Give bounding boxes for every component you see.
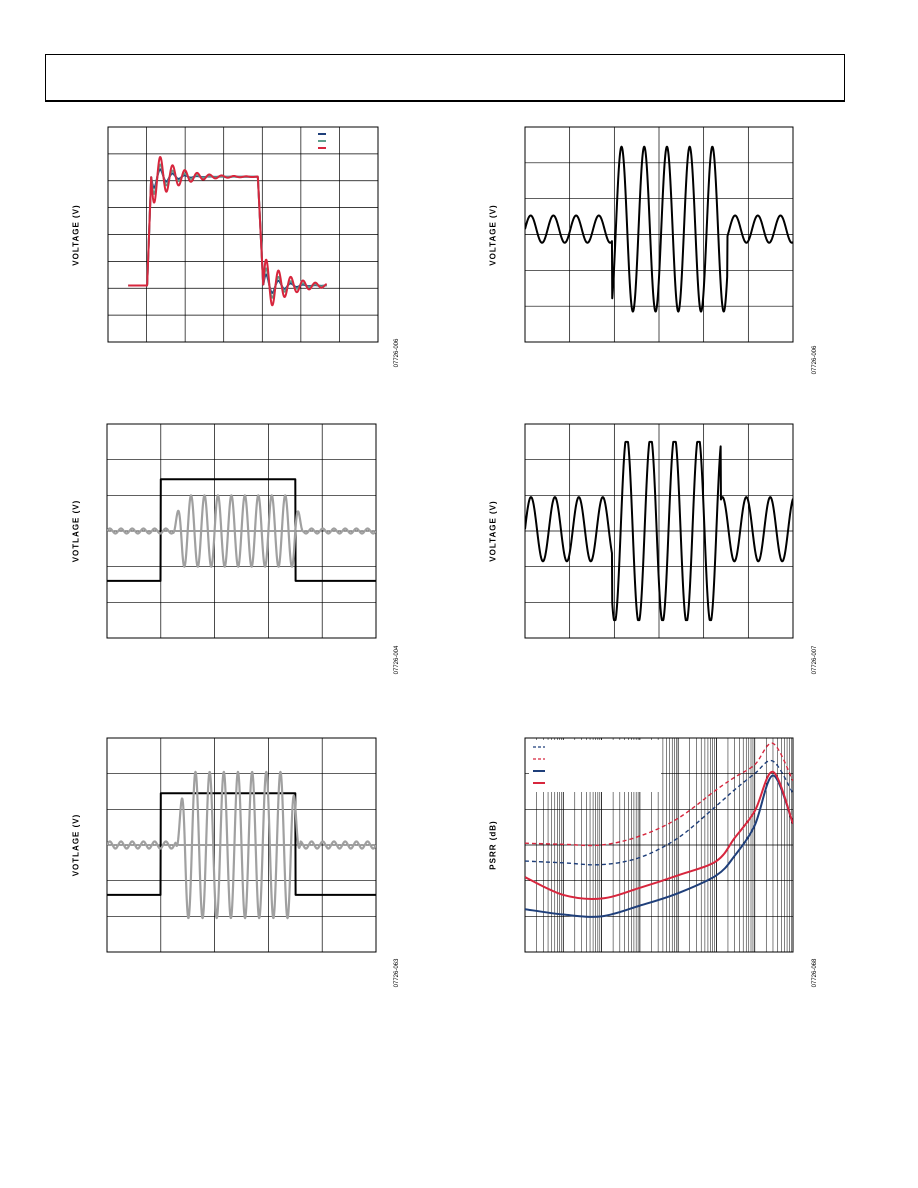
chart-pulse-response-ylabel: VOLTAGE (V): [71, 204, 81, 266]
page-header-box: [45, 54, 845, 102]
chart-overdrive-recovery-2-ylabel: VOLTAGE (V): [488, 500, 498, 562]
chart-enable-small-signal-figure-id: 07726-004: [394, 645, 400, 675]
chart-enable-large-signal-ylabel: VOTLAGE (V): [71, 813, 81, 877]
legend: [318, 134, 326, 148]
series-group: [107, 479, 376, 581]
chart-enable-large-signal-figure-id: 07726-063: [394, 958, 400, 988]
chart-pulse-response-figure-id: 07726-006: [394, 338, 400, 368]
series-line-1: [128, 165, 326, 298]
chart-overdrive-recovery-1-figure-id: 07726-006: [812, 345, 818, 375]
series-group: [128, 157, 326, 305]
chart-enable-small-signal: [107, 424, 376, 638]
chart-psrr-figure-id: 07726-068: [812, 958, 818, 988]
chart-pulse-response-svg: [108, 127, 378, 342]
chart-overdrive-recovery-1: [525, 127, 793, 342]
chart-psrr-ylabel: PSRR (dB): [488, 820, 498, 870]
chart-psrr-svg: [525, 738, 793, 952]
chart-enable-large-signal-svg: [107, 738, 376, 952]
series-group: [107, 772, 376, 918]
chart-overdrive-recovery-2-figure-id: 07726-007: [812, 645, 818, 675]
chart-overdrive-recovery-2: [525, 424, 793, 638]
chart-enable-small-signal-svg: [107, 424, 376, 638]
chart-pulse-response: [108, 127, 378, 342]
chart-enable-small-signal-ylabel: VOTLAGE (V): [71, 499, 81, 563]
legend-background: [529, 740, 661, 792]
chart-overdrive-recovery-2-svg: [525, 424, 793, 638]
legend: [529, 740, 661, 792]
series-line-1: [107, 495, 376, 566]
chart-psrr: [525, 738, 793, 952]
series-line-0: [128, 169, 326, 293]
grid-lines: [525, 127, 793, 342]
series-line-2: [128, 157, 326, 305]
chart-overdrive-recovery-1-svg: [525, 127, 793, 342]
chart-overdrive-recovery-1-ylabel: VOLTAGE (V): [488, 204, 498, 266]
chart-enable-large-signal: [107, 738, 376, 952]
